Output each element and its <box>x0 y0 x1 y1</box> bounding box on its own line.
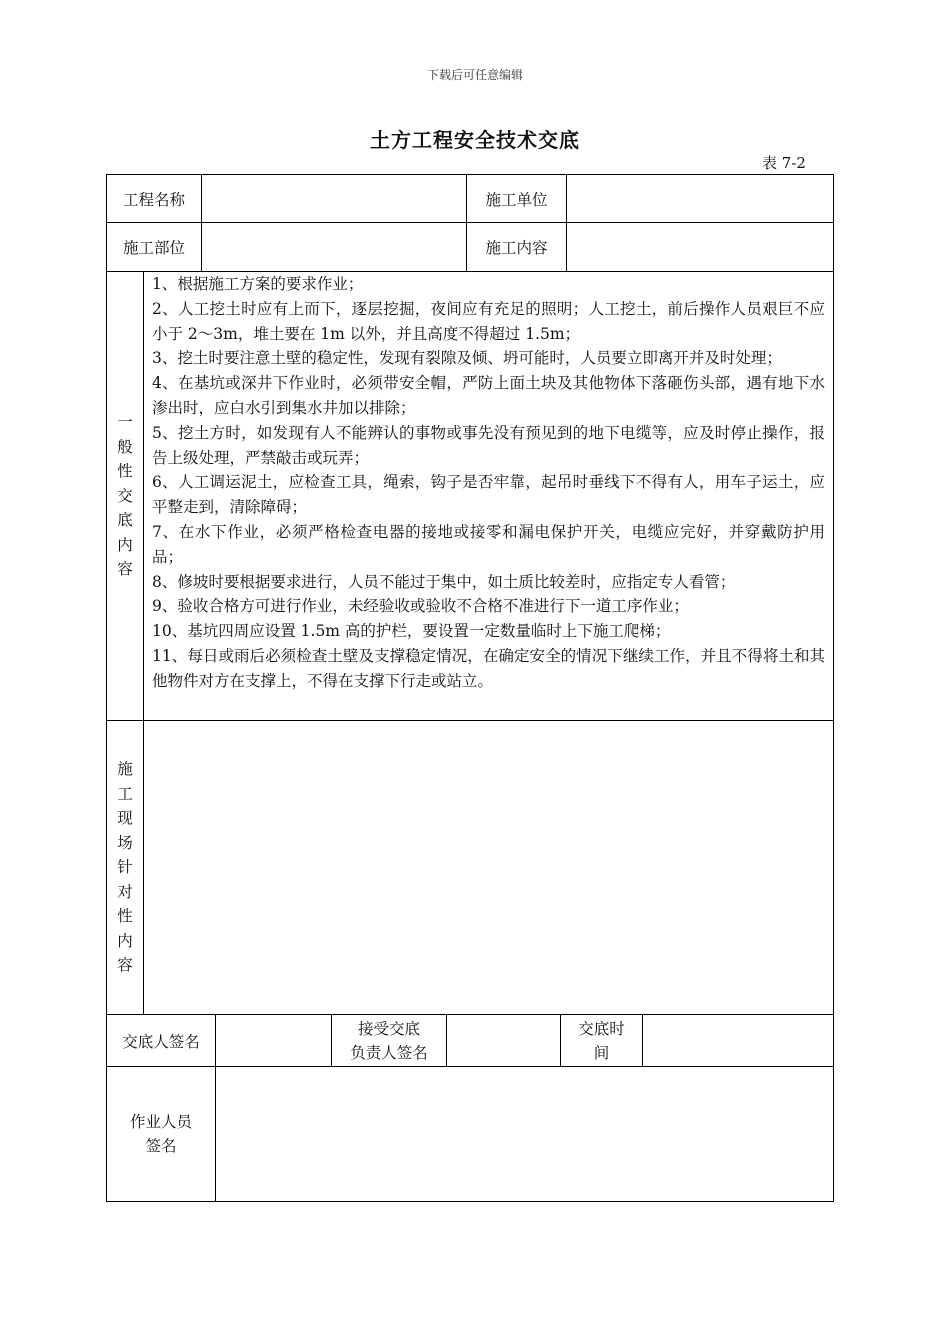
general-item: 4、在基坑或深井下作业时，必须带安全帽，严防上面土块及其他物体下落砸伤头部，遇有地下水渗出时，应白水引到集水井加以排除； <box>152 374 825 417</box>
discloser-signature-label: 交底人签名 <box>106 1015 215 1067</box>
workers-label-line: 作业人员 <box>129 1113 192 1131</box>
disclosure-form <box>106 174 834 1202</box>
construction-unit-field[interactable] <box>566 174 834 223</box>
general-item: 7、在水下作业，必须严格检查电器的接地或接零和漏电保护开关，电缆应完好，并穿戴防护用品； <box>152 522 825 566</box>
general-label-char: 交 <box>117 486 133 505</box>
site-label-char: 工 <box>117 784 133 803</box>
receiver-signature-label <box>331 1015 446 1067</box>
general-label-char: 内 <box>117 535 133 554</box>
site-label-char: 针 <box>117 858 133 877</box>
receiver-label-line: 负责人签名 <box>350 1043 428 1062</box>
discloser-signature-field[interactable] <box>215 1015 331 1067</box>
project-name-field[interactable] <box>201 174 466 223</box>
construction-part-label: 施工部位 <box>106 223 201 272</box>
site-label-char: 施 <box>117 760 133 779</box>
site-label-char: 内 <box>117 931 133 950</box>
general-item: 1、根据施工方案的要求作业； <box>152 275 364 293</box>
time-label-line: 交底时 <box>578 1019 625 1038</box>
site-label-char: 场 <box>117 833 133 852</box>
general-label-char: 般 <box>117 437 133 456</box>
construction-part-field[interactable] <box>201 223 466 272</box>
site-label-char: 性 <box>117 907 133 926</box>
construction-unit-label: 施工单位 <box>466 174 566 223</box>
page-title: 土方工程安全技术交底 <box>370 128 580 152</box>
site-specific-label <box>106 721 143 1015</box>
workers-label-line: 签名 <box>145 1137 177 1155</box>
construction-content-label: 施工内容 <box>466 223 566 272</box>
workers-signature-label <box>106 1067 215 1202</box>
table-number: 表 7-2 <box>762 154 806 172</box>
general-label-char: 一 <box>117 413 133 432</box>
general-item: 2、人工挖土时应有上而下，逐层挖掘，夜间应有充足的照明；人工挖土，前后操作人员艰巨不应小于 2～3m，堆土要在 1m 以外，并且高度不得超过 1.5m； <box>152 299 825 343</box>
general-label-char: 底 <box>117 511 133 530</box>
general-item: 3、挖土时要注意土壁的稳定性，发现有裂隙及倾、坍可能时，人员要立即离开并及时处理； <box>152 349 782 368</box>
general-item: 5、挖土方时，如发现有人不能辨认的事物或事先没有预见到的地下电缆等，应及时停止操作，报告上级处理，严禁敲击或玩弄； <box>152 423 825 467</box>
general-item: 8、修坡时要根据要求进行，人员不能过于集中，如土质比较差时，应指定专人看管； <box>152 572 736 591</box>
site-label-char: 对 <box>117 882 133 901</box>
general-disclosure-label <box>106 272 143 721</box>
construction-content-field[interactable] <box>566 223 834 272</box>
general-item: 6、人工调运泥土，应检查工具，绳索，钩子是否牢靠，起吊时垂线下不得有人，用车子运土，应平整走到，清除障碍； <box>152 473 825 517</box>
general-item: 10、基坑四周应设置 1.5m 高的护栏，要设置一定数量临时上下施工爬梯； <box>152 622 671 641</box>
receiver-label-line: 接受交底 <box>357 1019 420 1038</box>
disclosure-time-label <box>560 1015 642 1067</box>
time-label-line: 间 <box>593 1043 610 1062</box>
site-label-char: 容 <box>117 956 133 975</box>
project-name-label: 工程名称 <box>106 174 201 223</box>
site-label-char: 现 <box>117 809 133 828</box>
general-label-char: 性 <box>117 462 133 481</box>
general-disclosure-content <box>143 272 834 721</box>
receiver-signature-field[interactable] <box>446 1015 560 1067</box>
general-label-char: 容 <box>117 560 133 579</box>
disclosure-time-field[interactable] <box>642 1015 834 1067</box>
general-item: 9、验收合格方可进行作业，未经验收或验收不合格不准进行下一道工序作业； <box>152 597 689 616</box>
site-specific-content[interactable] <box>143 721 834 1015</box>
workers-signature-field[interactable] <box>215 1067 834 1202</box>
general-item: 11、每日或雨后必须检查土壁及支撑稳定情况，在确定安全的情况下继续工作，并且不得将土和其他物件对方在支撑上，不得在支撑下行走或站立。 <box>152 646 825 690</box>
header-note: 下载后可任意编辑 <box>426 68 523 82</box>
